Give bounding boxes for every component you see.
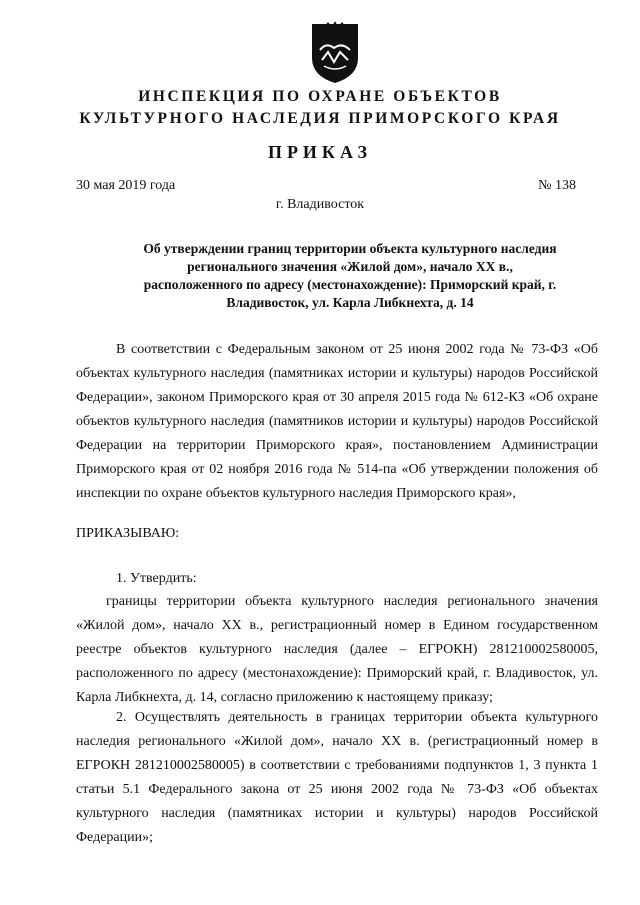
document-type-heading: ПРИКАЗ — [267, 142, 373, 162]
document-city: г. Владивосток — [275, 197, 365, 212]
item-2-text: 2. Осуществлять деятельность в границах территории объекта культурного наследия регионального «Жилой дом», начало XX в. (регистрационный номер в ЕГРОКН 281210002580005) в соответствии с требованиями подпунктов 1, 3 пункта 1 статьи 5.1 Федерального закона от 25 июня 2002 года № 73-ФЗ «Об объектах культурного наследия (памятниках истории и культуры) народов Российской Федерации»; — [76, 710, 598, 845]
organization-name-line1: ИНСПЕКЦИЯ ПО ОХРАНЕ ОБЪЕКТОВ — [138, 88, 502, 105]
document-number: № 138 — [538, 178, 576, 193]
organization-name-line2: КУЛЬТУРНОГО НАСЛЕДИЯ ПРИМОРСКОГО КРАЯ — [79, 110, 561, 127]
coat-of-arms-emblem — [306, 20, 364, 86]
order-directive: ПРИКАЗЫВАЮ: — [76, 526, 180, 541]
item-1-text: границы территории объекта культурного наследия регионального значения «Жилой дом», начало XX в., регистрационный номер в Едином государственном реестре объектов культурного наследия (далее – ЕГРОКН) 281210002580005, расположенного по адресу (местонахождение): Приморский край, г. Владивосток, ул. Карла Либкнехта, д. 14, согласно приложению к настоящему приказу; — [76, 594, 598, 705]
preamble-paragraph: В соответствии с Федеральным законом от 25 июня 2002 года № 73-ФЗ «Об объектах культурного наследия (памятниках истории и культуры) народов Российской Федерации», законом Приморского края от 30 апреля 2015 года № 612-КЗ «Об охране объектов культурного наследия (памятников истории и культуры) народов Российской Федерации на территории Приморского края», постановлением Администрации Приморского края от 02 ноября 2016 года № 514-па «Об утверждении положения об инспекции по охране объектов культурного наследия Приморского края», — [76, 342, 598, 501]
document-title: Об утверждении границ территории объекта культурного наследия регионального значения «Жилой дом», начало XX в., расположенного по адресу (местонахождение): Приморский край, г. Владивосток, ул. Карла Либкнехта, д. 14 — [143, 241, 557, 310]
item-1-label: 1. Утвердить: — [116, 571, 197, 586]
document-date: 30 мая 2019 года — [76, 178, 176, 193]
